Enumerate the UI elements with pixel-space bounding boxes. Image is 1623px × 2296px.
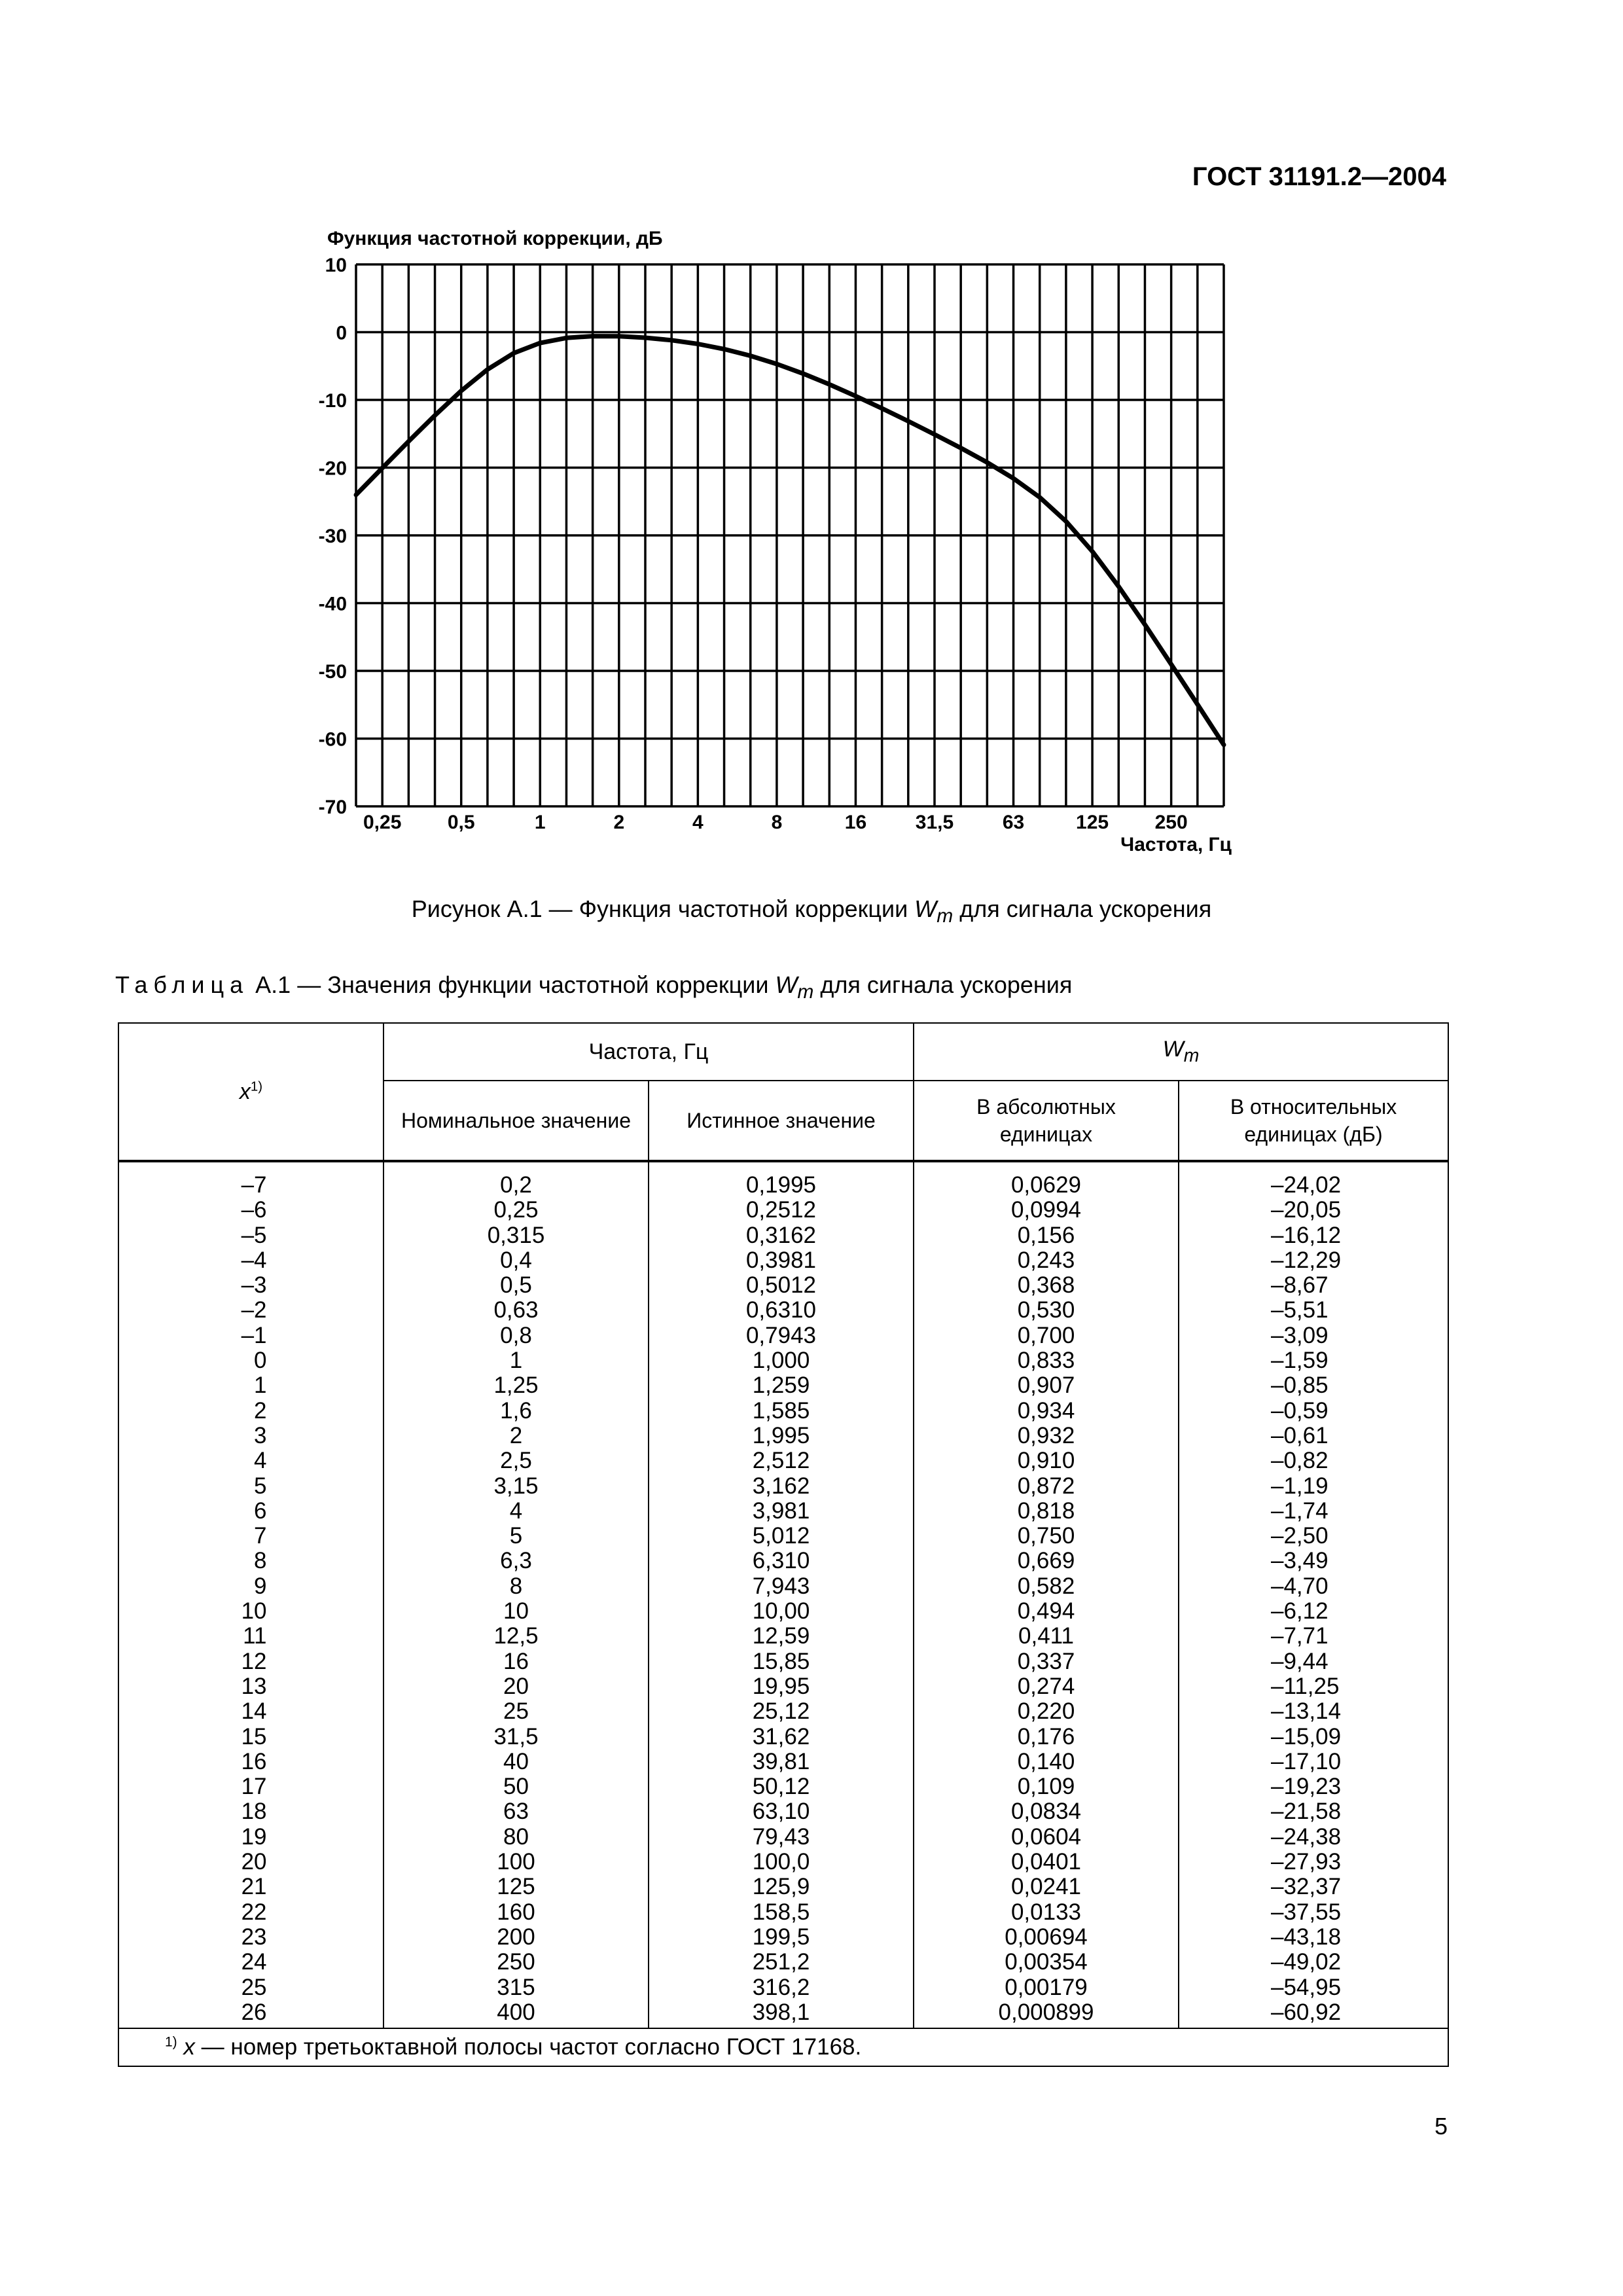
col-header-nominal: Номинальное значение — [383, 1081, 649, 1161]
table-row — [118, 1549, 1448, 1573]
cell-nominal: 5 — [383, 1524, 649, 1549]
cell-absolute: 0,140 — [914, 1749, 1179, 1774]
cell-relative: –15,09 — [1179, 1725, 1448, 1749]
cell-relative: –20,05 — [1179, 1198, 1448, 1223]
table-footnote: $^{1)}$ x — номер третьоктавной полосы частот согласно ГОСТ 17168. — [118, 2028, 1448, 2066]
cell-nominal: 0,63 — [383, 1298, 649, 1323]
cell-nominal: 1 — [383, 1348, 649, 1373]
table-row — [118, 1725, 1448, 1749]
cell-absolute: 0,872 — [914, 1474, 1179, 1499]
cell-relative: –37,55 — [1179, 1900, 1448, 1925]
cell-nominal: 10 — [383, 1599, 649, 1624]
cell-true: 0,1995 — [649, 1161, 914, 1198]
cell-nominal: 0,315 — [383, 1223, 649, 1248]
y-tick-label: -70 — [318, 797, 347, 818]
cell-relative: –11,25 — [1179, 1674, 1448, 1699]
cell-relative: –3,09 — [1179, 1323, 1448, 1348]
cell-true: 0,5012 — [649, 1273, 914, 1298]
cell-true: 0,3981 — [649, 1248, 914, 1273]
table-row — [118, 1474, 1448, 1499]
cell-absolute: 0,582 — [914, 1574, 1179, 1599]
y-axis-title: Функция частотной коррекции, дБ — [327, 228, 663, 249]
cell-absolute: 0,0994 — [914, 1198, 1179, 1223]
x-tick-label: 0,5 — [447, 812, 475, 833]
table-row — [118, 1749, 1448, 1774]
table-row — [118, 2000, 1448, 2028]
cell-nominal: 125 — [383, 1874, 649, 1899]
cell-x: 3 — [118, 1424, 383, 1448]
document-code: ГОСТ 31191.2—2004 — [1192, 162, 1446, 191]
table-row — [118, 1223, 1448, 1248]
x-tick-label: 2 — [613, 812, 625, 833]
cell-x: 25 — [118, 1975, 383, 2000]
table-row — [118, 1323, 1448, 1348]
cell-true: 50,12 — [649, 1774, 914, 1799]
table-row — [118, 1499, 1448, 1524]
cell-x: 17 — [118, 1774, 383, 1799]
chart-grid — [356, 264, 1224, 806]
cell-true: 1,585 — [649, 1399, 914, 1424]
col-header-absolute: В абсолютных единицах — [914, 1081, 1179, 1161]
cell-absolute: 0,700 — [914, 1323, 1179, 1348]
cell-nominal: 8 — [383, 1574, 649, 1599]
cell-absolute: 0,0401 — [914, 1850, 1179, 1874]
cell-absolute: 0,337 — [914, 1649, 1179, 1674]
cell-nominal: 0,5 — [383, 1273, 649, 1298]
cell-true: 12,59 — [649, 1624, 914, 1649]
cell-x: 16 — [118, 1749, 383, 1774]
cell-true: 31,62 — [649, 1725, 914, 1749]
cell-x: 13 — [118, 1674, 383, 1699]
cell-x: 4 — [118, 1448, 383, 1473]
cell-relative: –1,59 — [1179, 1348, 1448, 1373]
y-tick-label: -60 — [318, 728, 347, 751]
y-tick-label: 0 — [336, 322, 347, 344]
page-number: 5 — [1434, 2113, 1448, 2140]
cell-relative: –9,44 — [1179, 1649, 1448, 1674]
cell-nominal: 80 — [383, 1825, 649, 1850]
cell-absolute: 0,274 — [914, 1674, 1179, 1699]
cell-absolute: 0,411 — [914, 1624, 1179, 1649]
table-row — [118, 1799, 1448, 1824]
cell-x: 5 — [118, 1474, 383, 1499]
cell-absolute: 0,00694 — [914, 1925, 1179, 1950]
cell-x: –3 — [118, 1273, 383, 1298]
table-row — [118, 1599, 1448, 1624]
cell-true: 3,162 — [649, 1474, 914, 1499]
table-row — [118, 1448, 1448, 1473]
cell-relative: –0,82 — [1179, 1448, 1448, 1473]
cell-relative: –6,12 — [1179, 1599, 1448, 1624]
table-row — [118, 1950, 1448, 1975]
cell-x: 10 — [118, 1599, 383, 1624]
table-row — [118, 1574, 1448, 1599]
cell-x: 7 — [118, 1524, 383, 1549]
cell-true: 15,85 — [649, 1649, 914, 1674]
cell-absolute: 0,368 — [914, 1273, 1179, 1298]
table-row — [118, 1248, 1448, 1273]
table-row — [118, 1198, 1448, 1223]
cell-relative: –0,61 — [1179, 1424, 1448, 1448]
cell-true: 1,259 — [649, 1373, 914, 1398]
y-tick-label: -20 — [318, 457, 347, 480]
cell-relative: –32,37 — [1179, 1874, 1448, 1899]
cell-absolute: 0,494 — [914, 1599, 1179, 1624]
cell-nominal: 0,2 — [383, 1161, 649, 1198]
col-header-relative: В относительных единицах (дБ) — [1179, 1081, 1448, 1161]
cell-x: 14 — [118, 1699, 383, 1724]
cell-true: 0,2512 — [649, 1198, 914, 1223]
table-row — [118, 1273, 1448, 1298]
cell-absolute: 0,0604 — [914, 1825, 1179, 1850]
col-header-x: $x^{1)}$ — [118, 1023, 383, 1161]
cell-nominal: 1,25 — [383, 1373, 649, 1398]
cell-relative: –54,95 — [1179, 1975, 1448, 2000]
x-tick-label: 0,25 — [363, 812, 402, 833]
cell-relative: –13,14 — [1179, 1699, 1448, 1724]
x-tick-labels — [363, 812, 1188, 833]
cell-true: 158,5 — [649, 1900, 914, 1925]
frequency-weighting-chart — [0, 0, 1623, 877]
cell-x: –7 — [118, 1161, 383, 1198]
cell-x: 1 — [118, 1373, 383, 1398]
cell-true: 5,012 — [649, 1524, 914, 1549]
cell-nominal: 6,3 — [383, 1549, 649, 1573]
x-tick-label: 8 — [771, 812, 783, 833]
cell-true: 251,2 — [649, 1950, 914, 1975]
table-row — [118, 1649, 1448, 1674]
x-tick-label: 250 — [1154, 812, 1188, 833]
table-row — [118, 1298, 1448, 1323]
cell-relative: –21,58 — [1179, 1799, 1448, 1824]
cell-relative: –7,71 — [1179, 1624, 1448, 1649]
cell-x: –6 — [118, 1198, 383, 1223]
cell-absolute: 0,176 — [914, 1725, 1179, 1749]
figure-caption: Рисунок А.1 — Функция частотной коррекции $W_m$ для сигнала ускорения — [411, 895, 1212, 927]
cell-relative: –43,18 — [1179, 1925, 1448, 1950]
col-header-frequency: Частота, Гц — [383, 1023, 914, 1081]
cell-true: 19,95 — [649, 1674, 914, 1699]
table-title: Таблица А.1 — Значения функции частотной коррекции $W_m$ для сигнала ускорения — [115, 971, 1073, 1003]
cell-true: 6,310 — [649, 1549, 914, 1573]
cell-absolute: 0,910 — [914, 1448, 1179, 1473]
cell-nominal: 1,6 — [383, 1399, 649, 1424]
cell-true: 0,7943 — [649, 1323, 914, 1348]
y-tick-label: -30 — [318, 526, 347, 547]
cell-x: 6 — [118, 1499, 383, 1524]
cell-relative: –2,50 — [1179, 1524, 1448, 1549]
table-row — [118, 1674, 1448, 1699]
cell-nominal: 63 — [383, 1799, 649, 1824]
cell-true: 199,5 — [649, 1925, 914, 1950]
cell-x: 21 — [118, 1874, 383, 1899]
table-row — [118, 1424, 1448, 1448]
table-row — [118, 1524, 1448, 1549]
cell-true: 100,0 — [649, 1850, 914, 1874]
x-axis-title: Частота, Гц — [1120, 834, 1232, 855]
cell-x: 19 — [118, 1825, 383, 1850]
table-row — [118, 1624, 1448, 1649]
cell-nominal: 100 — [383, 1850, 649, 1874]
y-tick-label: -40 — [318, 593, 347, 615]
cell-nominal: 315 — [383, 1975, 649, 2000]
table-row — [118, 1373, 1448, 1398]
cell-x: 23 — [118, 1925, 383, 1950]
cell-absolute: 0,220 — [914, 1699, 1179, 1724]
cell-absolute: 0,00179 — [914, 1975, 1179, 2000]
cell-true: 2,512 — [649, 1448, 914, 1473]
cell-absolute: 0,669 — [914, 1549, 1179, 1573]
cell-absolute: 0,907 — [914, 1373, 1179, 1398]
y-tick-label: 10 — [325, 255, 347, 276]
cell-nominal: 2,5 — [383, 1448, 649, 1473]
cell-absolute: 0,156 — [914, 1223, 1179, 1248]
cell-x: 24 — [118, 1950, 383, 1975]
cell-x: 9 — [118, 1574, 383, 1599]
cell-absolute: 0,932 — [914, 1424, 1179, 1448]
cell-absolute: 0,0834 — [914, 1799, 1179, 1824]
cell-relative: –3,49 — [1179, 1549, 1448, 1573]
cell-relative: –17,10 — [1179, 1749, 1448, 1774]
cell-nominal: 2 — [383, 1424, 649, 1448]
col-header-wm: $W_m$ — [914, 1023, 1448, 1081]
cell-x: 18 — [118, 1799, 383, 1824]
table-row — [118, 1925, 1448, 1950]
weighting-curve — [356, 336, 1224, 745]
table-row — [118, 1699, 1448, 1724]
col-header-true: Истинное значение — [649, 1081, 914, 1161]
cell-nominal: 20 — [383, 1674, 649, 1699]
cell-relative: –12,29 — [1179, 1248, 1448, 1273]
cell-absolute: 0,000899 — [914, 2000, 1179, 2028]
cell-nominal: 31,5 — [383, 1725, 649, 1749]
cell-nominal: 25 — [383, 1699, 649, 1724]
cell-x: –4 — [118, 1248, 383, 1273]
cell-nominal: 0,8 — [383, 1323, 649, 1348]
cell-relative: –0,59 — [1179, 1399, 1448, 1424]
cell-absolute: 0,818 — [914, 1499, 1179, 1524]
cell-absolute: 0,750 — [914, 1524, 1179, 1549]
x-tick-label: 1 — [534, 812, 546, 833]
cell-x: 20 — [118, 1850, 383, 1874]
cell-nominal: 400 — [383, 2000, 649, 2028]
cell-relative: –4,70 — [1179, 1574, 1448, 1599]
y-tick-label: -50 — [318, 661, 347, 683]
cell-relative: –49,02 — [1179, 1950, 1448, 1975]
cell-nominal: 3,15 — [383, 1474, 649, 1499]
cell-true: 7,943 — [649, 1574, 914, 1599]
table-row — [118, 1975, 1448, 2000]
table-row — [118, 1874, 1448, 1899]
cell-true: 10,00 — [649, 1599, 914, 1624]
table-row — [118, 1825, 1448, 1850]
cell-relative: –24,38 — [1179, 1825, 1448, 1850]
cell-x: 15 — [118, 1725, 383, 1749]
cell-relative: –8,67 — [1179, 1273, 1448, 1298]
cell-relative: –5,51 — [1179, 1298, 1448, 1323]
cell-nominal: 0,4 — [383, 1248, 649, 1273]
x-tick-label: 125 — [1076, 812, 1109, 833]
cell-relative: –1,19 — [1179, 1474, 1448, 1499]
cell-nominal: 12,5 — [383, 1624, 649, 1649]
cell-true: 3,981 — [649, 1499, 914, 1524]
cell-x: 12 — [118, 1649, 383, 1674]
cell-relative: –27,93 — [1179, 1850, 1448, 1874]
cell-x: 22 — [118, 1900, 383, 1925]
cell-absolute: 0,530 — [914, 1298, 1179, 1323]
x-tick-label: 63 — [1002, 812, 1025, 833]
weighting-table — [118, 1022, 1449, 2067]
cell-absolute: 0,00354 — [914, 1950, 1179, 1975]
x-tick-label: 31,5 — [915, 812, 954, 833]
x-tick-label: 16 — [844, 812, 867, 833]
table-row — [118, 1399, 1448, 1424]
cell-relative: –0,85 — [1179, 1373, 1448, 1398]
cell-x: –1 — [118, 1323, 383, 1348]
table-row — [118, 1900, 1448, 1925]
cell-nominal: 50 — [383, 1774, 649, 1799]
cell-absolute: 0,109 — [914, 1774, 1179, 1799]
cell-absolute: 0,243 — [914, 1248, 1179, 1273]
cell-true: 316,2 — [649, 1975, 914, 2000]
cell-x: –2 — [118, 1298, 383, 1323]
table-row — [118, 1161, 1448, 1198]
cell-absolute: 0,0629 — [914, 1161, 1179, 1198]
cell-true: 63,10 — [649, 1799, 914, 1824]
y-tick-label: -10 — [318, 390, 347, 412]
table-row — [118, 1348, 1448, 1373]
cell-true: 1,995 — [649, 1424, 914, 1448]
cell-relative: –1,74 — [1179, 1499, 1448, 1524]
cell-true: 125,9 — [649, 1874, 914, 1899]
cell-relative: –60,92 — [1179, 2000, 1448, 2028]
cell-x: 8 — [118, 1549, 383, 1573]
cell-absolute: 0,934 — [914, 1399, 1179, 1424]
table-row — [118, 1850, 1448, 1874]
cell-absolute: 0,0133 — [914, 1900, 1179, 1925]
cell-true: 0,3162 — [649, 1223, 914, 1248]
cell-absolute: 0,0241 — [914, 1874, 1179, 1899]
cell-nominal: 250 — [383, 1950, 649, 1975]
x-tick-label: 4 — [692, 812, 704, 833]
cell-true: 398,1 — [649, 2000, 914, 2028]
cell-x: 26 — [118, 2000, 383, 2028]
cell-x: 0 — [118, 1348, 383, 1373]
cell-true: 79,43 — [649, 1825, 914, 1850]
cell-nominal: 16 — [383, 1649, 649, 1674]
y-tick-labels — [319, 255, 347, 818]
cell-x: 2 — [118, 1399, 383, 1424]
cell-true: 1,000 — [649, 1348, 914, 1373]
cell-relative: –19,23 — [1179, 1774, 1448, 1799]
cell-x: 11 — [118, 1624, 383, 1649]
table-row — [118, 1774, 1448, 1799]
cell-nominal: 200 — [383, 1925, 649, 1950]
cell-relative: –16,12 — [1179, 1223, 1448, 1248]
cell-nominal: 40 — [383, 1749, 649, 1774]
cell-relative: –24,02 — [1179, 1161, 1448, 1198]
cell-nominal: 4 — [383, 1499, 649, 1524]
cell-x: –5 — [118, 1223, 383, 1248]
cell-true: 0,6310 — [649, 1298, 914, 1323]
cell-true: 25,12 — [649, 1699, 914, 1724]
cell-absolute: 0,833 — [914, 1348, 1179, 1373]
cell-nominal: 160 — [383, 1900, 649, 1925]
cell-true: 39,81 — [649, 1749, 914, 1774]
cell-nominal: 0,25 — [383, 1198, 649, 1223]
